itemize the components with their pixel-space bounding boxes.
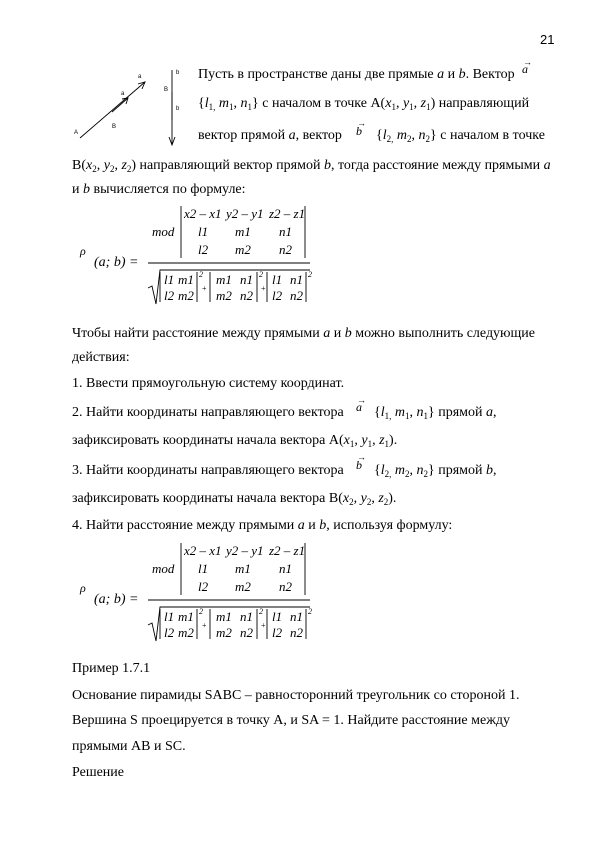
rho-symbol: ρ <box>80 581 86 595</box>
intro-line-4: $B(x_2$, $y_2$, $z_2$) направляющий вектор прямой b, тогда расстояние между прямыми a <box>72 158 551 174</box>
intro-line-1: Пусть в пространстве даны две прямые a и b. Вектор <box>198 67 515 82</box>
den-r2-c2: m2 <box>178 625 194 640</box>
num-r3-c2: m2 <box>235 242 251 257</box>
formula-lhs: (a; b) = <box>94 255 139 270</box>
step-1: 1. Ввести прямоугольную систему координат. <box>72 376 345 391</box>
den-power-2: 2 <box>259 607 263 616</box>
den-r1-c1: l1 <box>164 609 175 624</box>
den-plus-2: + <box>261 284 266 293</box>
num-r3-c2: m2 <box>235 579 251 594</box>
den-power-1: 2 <box>199 607 203 616</box>
step-2: 2. Найти координаты направляющего вектора <box>72 405 344 420</box>
den-r2-c4: n2 <box>240 625 253 640</box>
intro-line-3: вектор прямой a, вектор <box>198 128 342 143</box>
vector-a-segment <box>112 98 128 112</box>
label-b-top: b <box>176 70 180 76</box>
label-A: A <box>74 130 79 136</box>
step-4: 4. Найти расстояние между прямыми a и b, используя формулу: <box>72 518 453 533</box>
den-r1-c3: m1 <box>216 609 232 624</box>
label-a: a <box>138 74 142 80</box>
den-r2-c4: n2 <box>240 288 253 303</box>
den-r1-c5: l1 <box>272 272 283 287</box>
vector-arrow-icon: → <box>357 452 366 462</box>
example-line-2: Вершина S проецируется в точку A, и SA = 1. Найдите расстояние между <box>72 713 510 728</box>
num-r3-c1: l2 <box>198 242 209 257</box>
label-B-on-a: B <box>112 124 117 130</box>
den-r2-c5: l2 <box>272 288 283 303</box>
steps-intro-2: действия: <box>72 350 130 365</box>
vector-b-symbol: → b <box>356 122 362 140</box>
num-r2-c1: l1 <box>198 224 209 239</box>
formula-lhs: (a; b) = <box>94 592 139 607</box>
intro-line-2: {$l_{1,}$ $m_1$, $n_1$} с началом в точке $A(x_1$, $y_1$, $z_1$) направляющий <box>198 96 530 112</box>
example-title: Пример 1.7.1 <box>72 661 151 676</box>
num-r3-c3: n2 <box>279 242 292 257</box>
vector-a-symbol: → a <box>522 60 528 78</box>
den-power-2: 2 <box>259 270 263 279</box>
num-r1-c1: x2 – x1 <box>184 543 222 558</box>
num-r1-c1: x2 – x1 <box>184 206 222 221</box>
den-r1-c2: m1 <box>178 609 194 624</box>
vector-arrow-icon: → <box>523 57 532 67</box>
vector-arrow-icon: → <box>357 118 366 128</box>
solution-heading: Решение <box>72 765 125 780</box>
num-r1-c2: y2 – y1 <box>226 543 264 558</box>
rho-symbol: ρ <box>80 244 86 258</box>
num-r2-c2: m1 <box>235 561 251 576</box>
den-r2-c5: l2 <box>272 625 283 640</box>
den-r1-c4: n1 <box>240 272 253 287</box>
num-r2-c3: n1 <box>279 224 292 239</box>
example-line-1: Основание пирамиды SABC – равносторонний треугольник со стороной 1. <box>72 688 520 703</box>
den-r1-c6: n1 <box>290 272 303 287</box>
den-plus-1: + <box>202 284 207 293</box>
num-r2-c3: n1 <box>279 561 292 576</box>
den-power-3: 2 <box>308 607 312 616</box>
den-r2-c6: n2 <box>290 625 303 640</box>
num-r1-c3: z2 – z1 <box>269 543 306 558</box>
label-a-vector: a <box>121 91 125 97</box>
step-3-vector-b: → b <box>356 456 362 474</box>
step-2b: зафиксировать координаты начала вектора $A(x_1$, $y_1$, $z_1$). <box>72 433 398 449</box>
den-r2-c3: m2 <box>216 625 232 640</box>
step-3-coords: {$l_{2,}$ $m_2$, $n_2$} прямой b, <box>374 463 497 479</box>
num-r3-c1: l2 <box>198 579 209 594</box>
den-r2-c2: m2 <box>178 288 194 303</box>
den-r1-c5: l1 <box>272 609 283 624</box>
den-r2-c1: l2 <box>164 288 175 303</box>
page-number: 21 <box>540 32 555 47</box>
den-power-1: 2 <box>199 270 203 279</box>
num-r1-c3: z2 – z1 <box>269 206 306 221</box>
vector-arrow-icon: → <box>357 395 366 405</box>
label-b-vector: b <box>176 106 180 112</box>
num-r1-c2: y2 – y1 <box>226 206 264 221</box>
den-r2-c6: n2 <box>290 288 303 303</box>
den-r1-c1: l1 <box>164 272 175 287</box>
den-plus-2: + <box>261 621 266 630</box>
num-r2-c2: m1 <box>235 224 251 239</box>
num-r2-c1: l1 <box>198 561 209 576</box>
mod-label: mod <box>152 224 175 239</box>
distance-formula-1 <box>72 200 332 310</box>
den-power-3: 2 <box>308 270 312 279</box>
example-line-3: прямыми AB и SC. <box>72 739 186 754</box>
den-r1-c6: n1 <box>290 609 303 624</box>
den-r1-c2: m1 <box>178 272 194 287</box>
den-r1-c3: m1 <box>216 272 232 287</box>
distance-formula-2 <box>72 537 332 647</box>
step-2-coords: {$l_{1,}$ $m_1$, $n_1$} прямой a, <box>374 405 497 421</box>
intro-line-3b: {$l_{2,}$ $m_2$, $n_2$} с началом в точке <box>376 128 545 144</box>
step-3b: зафиксировать координаты начала вектора $B(x_2$, $y_2$, $z_2$). <box>72 491 397 507</box>
step-2-vector-a: → a <box>356 398 362 416</box>
den-plus-1: + <box>202 621 207 630</box>
mod-label: mod <box>152 561 175 576</box>
den-r2-c1: l2 <box>164 625 175 640</box>
steps-intro: Чтобы найти расстояние между прямыми a и b можно выполнить следующие <box>72 326 536 341</box>
den-r2-c3: m2 <box>216 288 232 303</box>
intro-line-5: и b вычисляется по формуле: <box>72 182 246 197</box>
den-r1-c4: n1 <box>240 609 253 624</box>
label-B-top: B <box>164 87 169 93</box>
num-r3-c3: n2 <box>279 579 292 594</box>
line-b-diagram <box>169 70 175 145</box>
step-3: 3. Найти координаты направляющего вектора <box>72 463 344 478</box>
